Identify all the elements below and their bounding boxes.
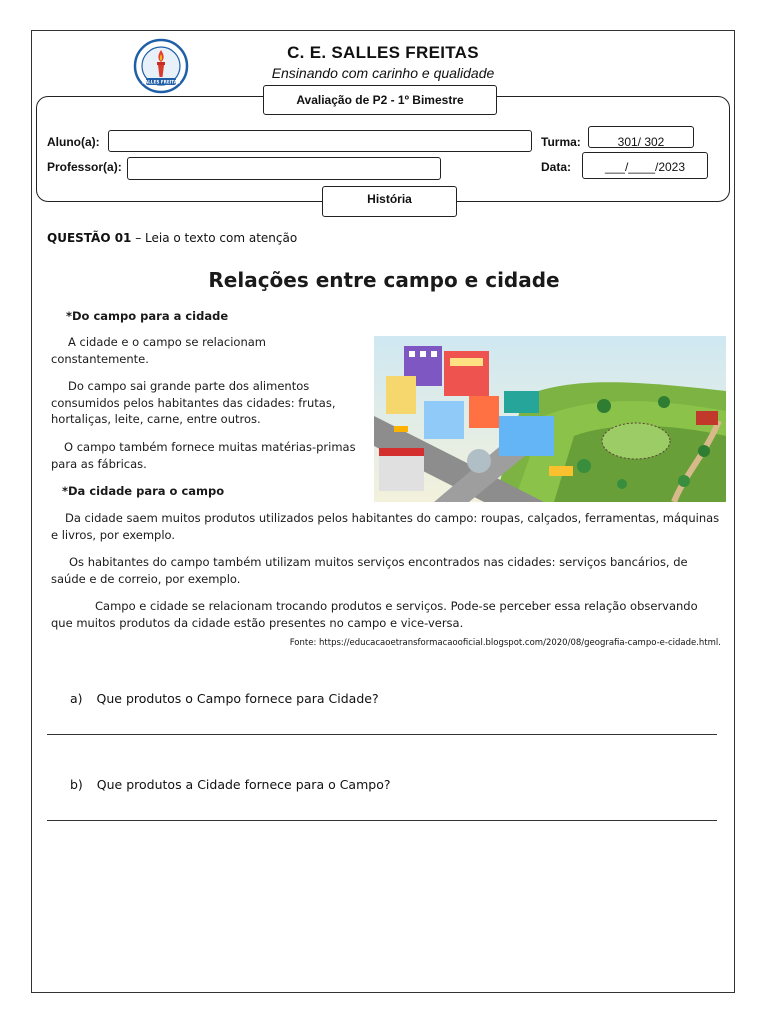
paragraph-3: O campo também fornece muitas matérias-primas para as fábricas. [51,440,356,471]
paragraph-5: Os habitantes do campo também utilizam muitos serviços encontrados nas cidades: serviços bancários, de saúde e de correio, por exemplo. [51,555,688,586]
item-b [70,777,390,792]
school-logo [133,38,189,94]
subject-label: História [322,186,457,217]
date-value: ___/____/2023 [604,160,686,174]
class-label: Turma: [541,135,581,149]
paragraph-6: Campo e cidade se relacionam trocando produtos e serviços. Pode-se perceber essa relação observando que muitos produtos da cidade estão presentes no campo e vice-versa. [51,599,698,630]
section1-heading: *Do campo para a cidade [66,309,229,323]
item-a-text: Que produtos o Campo fornece para Cidade? [96,691,379,706]
question-heading [47,231,297,245]
item-a [70,691,379,706]
student-name-field[interactable] [108,130,532,152]
question-number: QUESTÃO 01 [47,231,132,245]
question-instruction: – Leia o texto com atenção [131,231,298,245]
paragraph-1: A cidade e o campo se relacionam constantemente. [51,335,267,366]
class-field[interactable] [588,126,694,148]
date-field[interactable] [582,152,708,179]
answer-line-a[interactable] [47,734,717,735]
exam-label: Avaliação de P2 - 1º Bimestre [263,85,497,115]
date-label: Data: [541,160,572,174]
paragraph-2: Do campo sai grande parte dos alimentos consumidos pelos habitantes das cidades: frutas, hortaliças, leite, carne, entre outros. [51,379,336,426]
student-label: Aluno(a): [47,135,100,149]
paragraph-4: Da cidade saem muitos produtos utilizados pelos habitantes do campo: roupas, calçados, ferramentas, máquinas e livros, por exemplo. [51,511,720,542]
item-a-letter: a) [70,691,83,706]
logo-lettering: SALLES FREITAS [141,79,181,85]
school-name: C. E. SALLES FREITAS [287,43,479,62]
section2-heading: *Da cidade para o campo [62,484,225,498]
city-countryside-illustration [374,336,726,502]
answer-line-b[interactable] [47,820,717,821]
item-b-text: Que produtos a Cidade fornece para o Campo? [96,777,391,792]
item-b-letter: b) [70,777,83,792]
source-citation: Fonte: https://educacaoetransformacaooficial.blogspot.com/2020/08/geografia-campo-e-cidade.html. [289,638,721,648]
text-title: Relações entre campo e cidade [208,268,560,292]
school-motto: Ensinando com carinho e qualidade [271,65,495,81]
class-value: 301/ 302 [617,135,665,149]
teacher-name-field[interactable] [127,157,441,180]
teacher-label: Professor(a): [47,160,122,174]
